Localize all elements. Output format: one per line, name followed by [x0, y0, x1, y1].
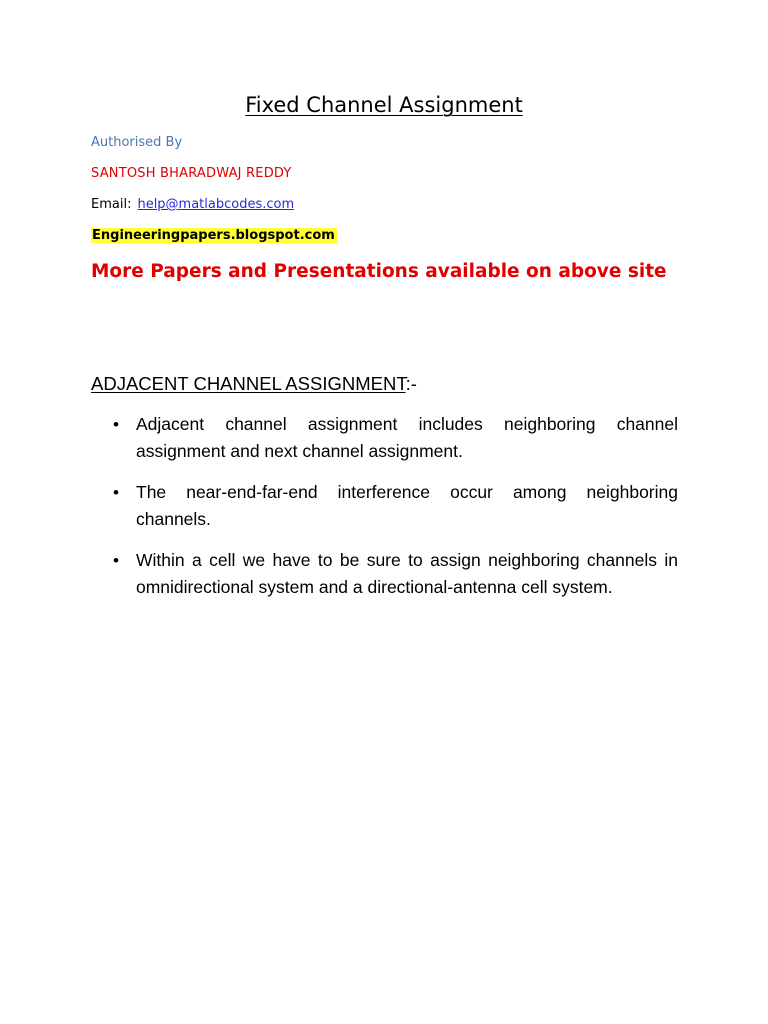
section-heading	[91, 372, 417, 396]
bullet-icon: •	[113, 415, 119, 434]
authorised-by-label: Authorised By	[91, 135, 183, 150]
site-highlight: Engineeringpapers.blogspot.com	[92, 228, 335, 243]
list-item	[113, 547, 678, 601]
promo-text: More Papers and Presentations available on above site	[91, 261, 667, 282]
section-heading-suffix: :-	[405, 373, 417, 394]
list-item-text: The near-end-far-end interference occur among neighboring channels.	[136, 482, 678, 529]
email-row	[91, 197, 294, 212]
email-label: Email:	[91, 197, 132, 212]
section-heading-text: ADJACENT CHANNEL ASSIGNMENT	[91, 373, 406, 394]
author-name: SANTOSH BHARADWAJ REDDY	[91, 166, 292, 181]
list-item	[113, 479, 678, 533]
bullet-list	[113, 411, 678, 615]
email-link[interactable]: help@matlabcodes.com	[137, 197, 295, 212]
bullet-icon: •	[113, 551, 119, 570]
list-item-text: Adjacent channel assignment includes neighboring channel assignment and next channel assignment.	[136, 414, 678, 461]
list-item	[113, 411, 678, 465]
list-item-text: Within a cell we have to be sure to assign neighboring channels in omnidirectional system and a directional-antenna cell system.	[136, 550, 678, 597]
document-title: Fixed Channel Assignment	[245, 93, 523, 117]
bullet-icon: •	[113, 483, 119, 502]
